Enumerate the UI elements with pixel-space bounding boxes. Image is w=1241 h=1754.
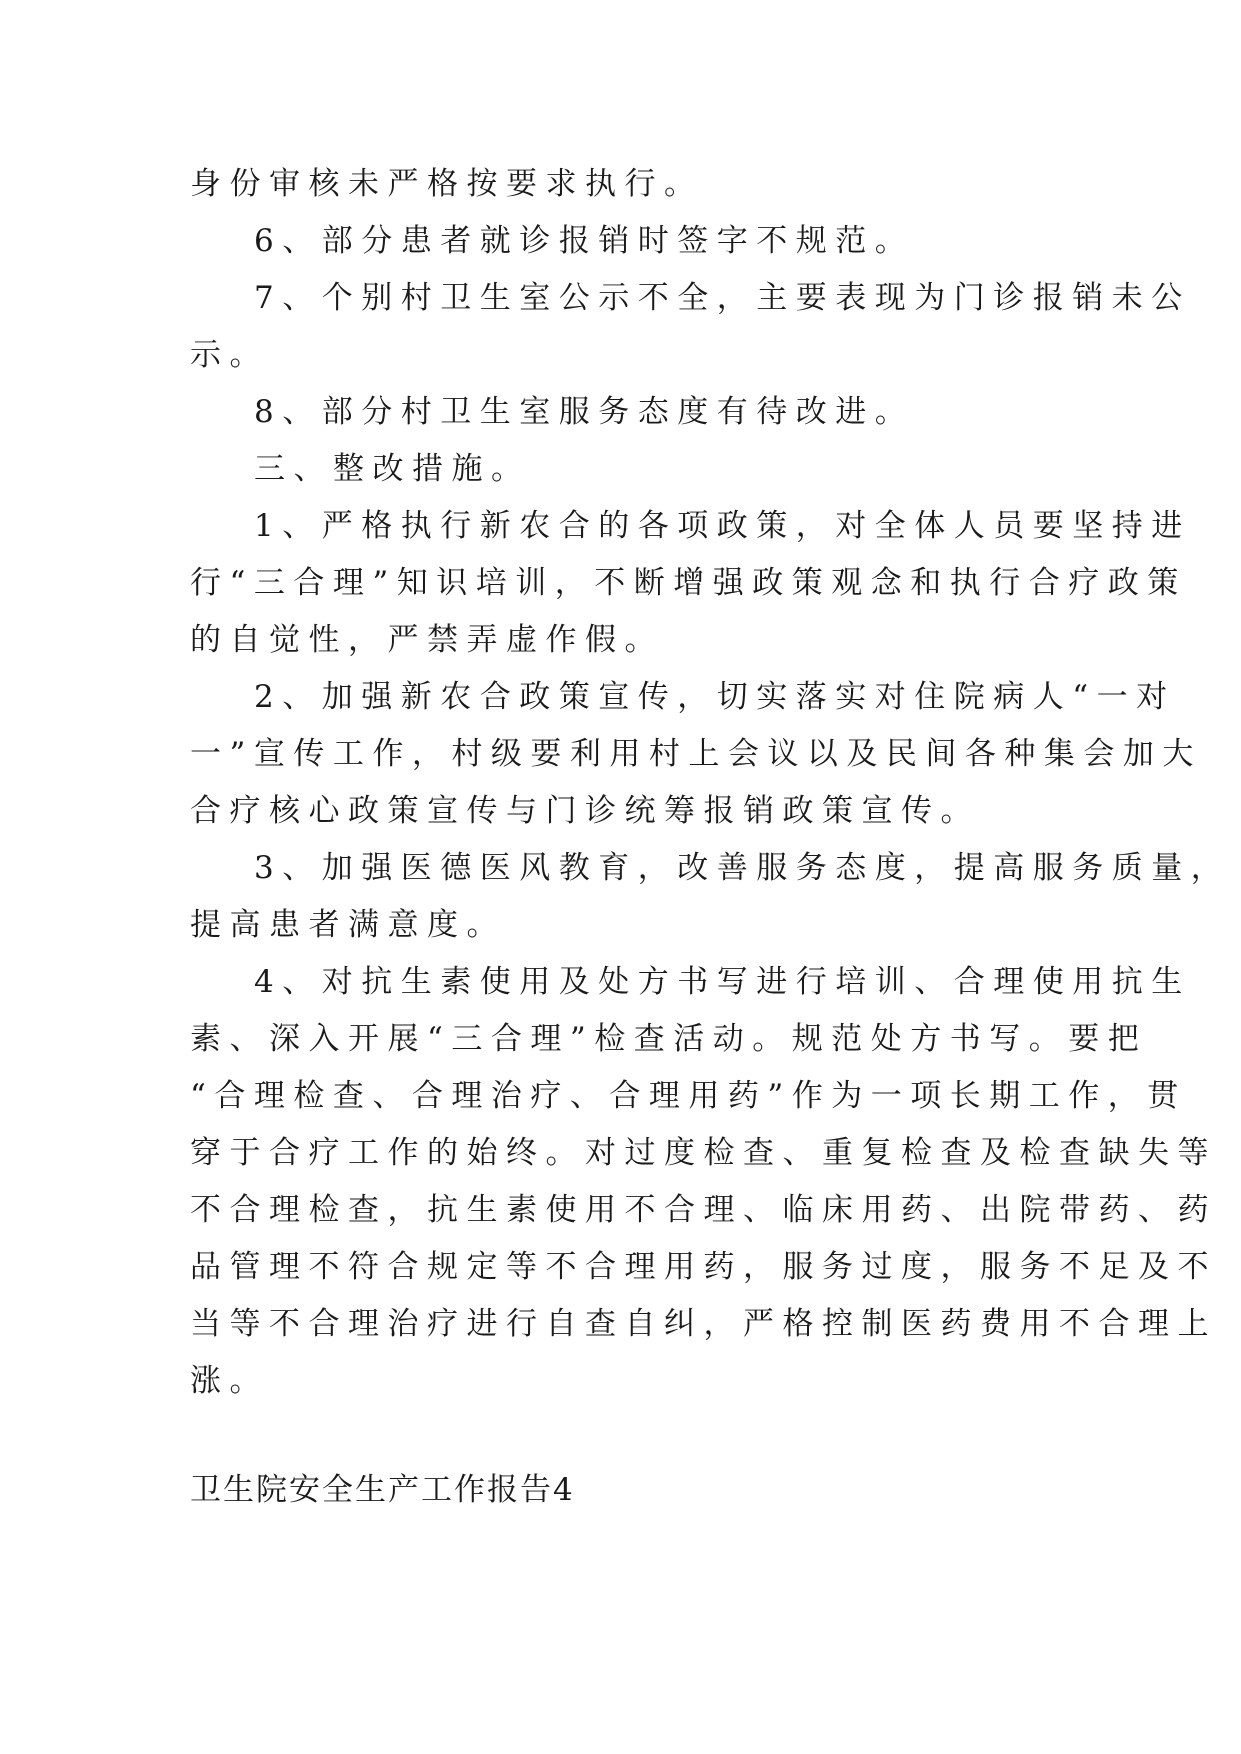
text-line: 品管理不符合规定等不合理用药，服务过度，服务不足及不 <box>190 1249 1217 1285</box>
text-line: 示。 <box>190 337 269 373</box>
text-line: “合理检查、合理治疗、合理用药”作为一项长期工作，贯 <box>190 1078 1187 1114</box>
text-line: 4、对抗生素使用及处方书写进行培训、合理使用抗生 <box>254 964 1191 1000</box>
text-line: 8、部分村卫生室服务态度有待改进。 <box>254 394 915 430</box>
text-line: 不合理检查，抗生素使用不合理、临床用药、出院带药、药 <box>190 1192 1217 1228</box>
text-line: 7、个别村卫生室公示不全，主要表现为门诊报销未公 <box>254 280 1191 316</box>
text-line: 一”宣传工作，村级要利用村上会议以及民间各种集会加大 <box>190 736 1202 772</box>
text-line: 当等不合理治疗进行自查自纠，严格控制医药费用不合理上 <box>190 1306 1217 1342</box>
text-line: 合疗核心政策宣传与门诊统筹报销政策宣传。 <box>190 793 980 829</box>
text-line: 的自觉性，严禁弄虚作假。 <box>190 622 664 658</box>
text-line: 3、加强医德医风教育，改善服务态度，提高服务质量， <box>254 850 1231 886</box>
text-line: 穿于合疗工作的始终。对过度检查、重复检查及检查缺失等 <box>190 1135 1217 1171</box>
text-line: 行“三合理”知识培训，不断增强政策观念和执行合疗政策 <box>190 565 1187 601</box>
text-line: 2、加强新农合政策宣传，切实落实对住院病人“一对 <box>254 679 1176 715</box>
text-line: 1、严格执行新农合的各项政策，对全体人员要坚持进 <box>254 508 1191 544</box>
next-section-title: 卫生院安全生产工作报告4 <box>190 1472 575 1508</box>
text-line: 涨。 <box>190 1363 269 1399</box>
text-line: 提高患者满意度。 <box>190 907 506 943</box>
text-line: 身份审核未严格按要求执行。 <box>190 166 704 202</box>
text-line: 素、深入开展“三合理”检查活动。规范处方书写。要把 <box>190 1021 1148 1057</box>
text-line: 6、部分患者就诊报销时签字不规范。 <box>254 223 915 259</box>
section-heading: 三、整改措施。 <box>254 451 531 487</box>
